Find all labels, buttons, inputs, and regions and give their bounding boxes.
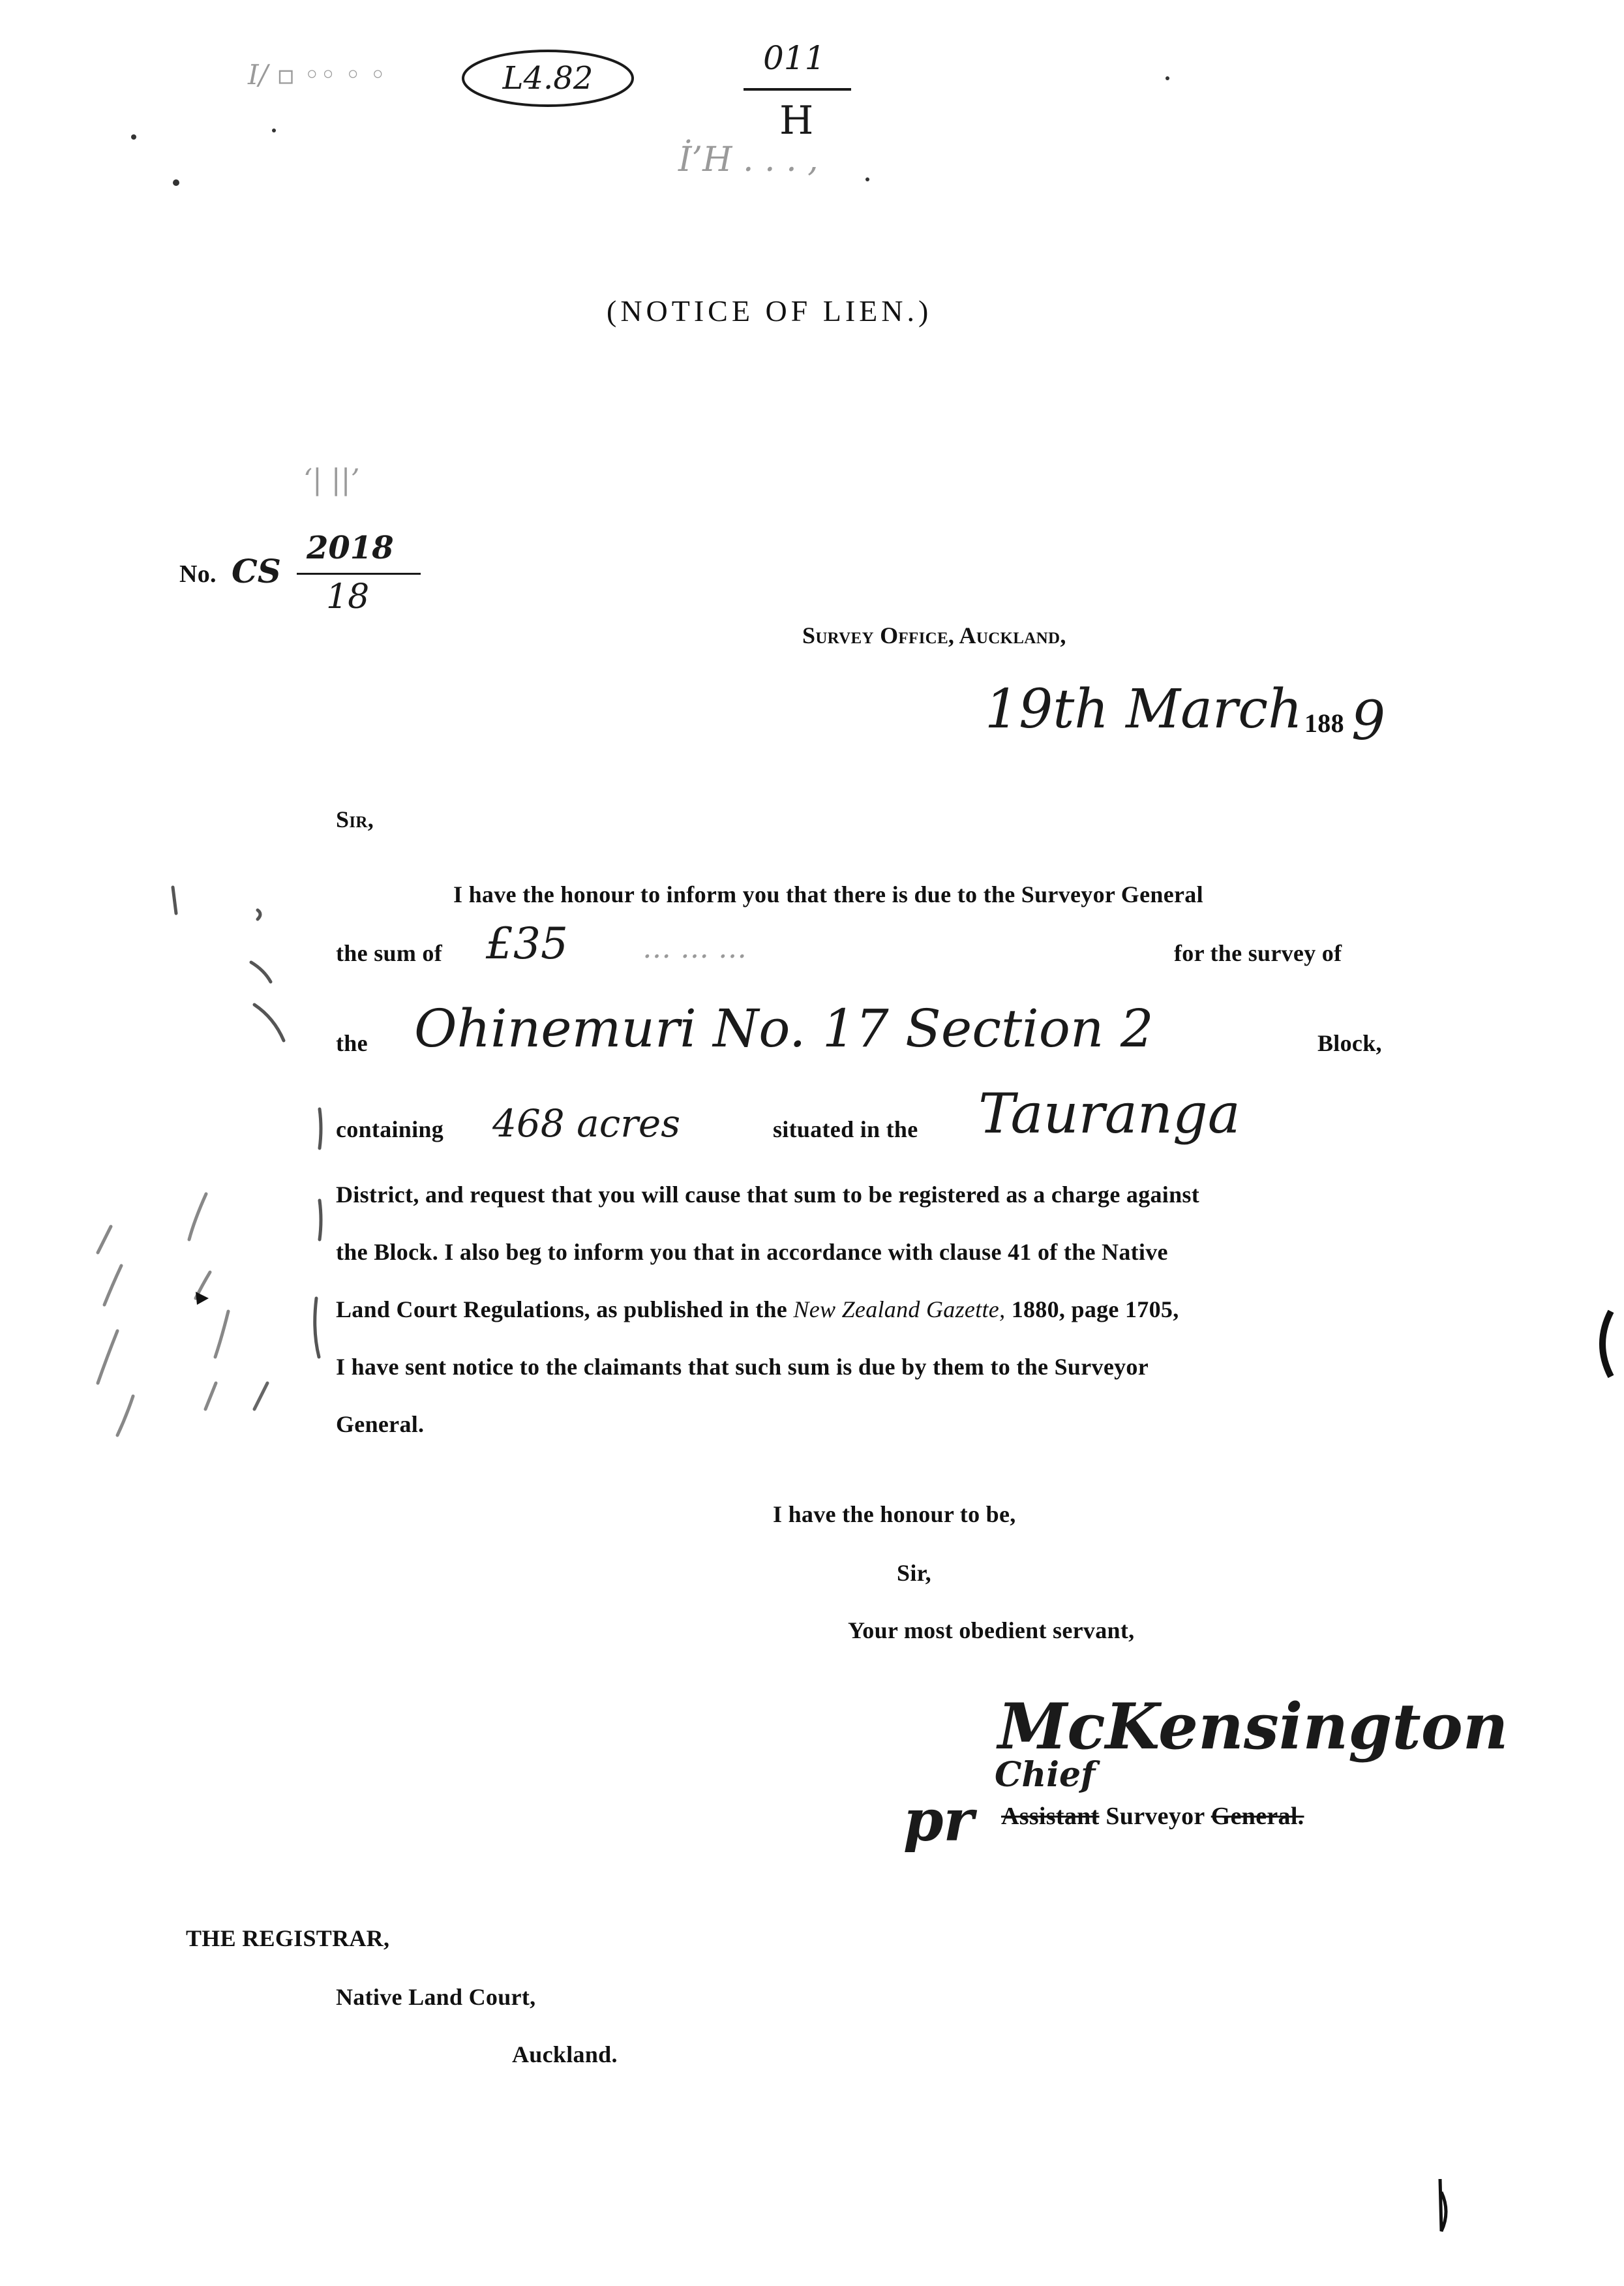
addressee-line-2: Native Land Court, [336, 1984, 536, 2010]
office-address: Survey Office, Auckland, [802, 622, 1066, 648]
closing-line-2: Sir, [897, 1560, 931, 1586]
surveyor-word: Surveyor [1105, 1803, 1205, 1830]
signature-title [1001, 1802, 1304, 1831]
circled-reference-text: L4.82 [502, 60, 594, 97]
acres-handwritten: 468 acres [492, 1101, 681, 1146]
mid-faint-annotation: ‘| ||’ [303, 463, 360, 496]
body-line-4-mid: situated in the [773, 1116, 918, 1142]
paper-specks [0, 0, 1624, 391]
number-denominator: 18 [326, 577, 370, 617]
addressee-line-1: THE REGISTRAR, [186, 1925, 390, 1951]
body-line-5: District, and request that you will cause that sum to be registered as a charge against [336, 1181, 1200, 1208]
year-printed: 188 [1304, 709, 1344, 738]
addressee-line-3: Auckland. [512, 2041, 618, 2067]
number-prefix: CS [232, 552, 281, 590]
right-edge-mark-lower [1435, 2172, 1454, 2238]
body-line-3-end: Block, [1317, 1030, 1382, 1056]
body-line-7-start: Land Court Regulations, as published in the [336, 1296, 788, 1322]
body-line-2-end: for the survey of [1174, 940, 1342, 966]
sum-handwritten: £35 [486, 919, 568, 969]
chief-handwritten: Chief [995, 1755, 1096, 1795]
assistant-struck: Assistant [1001, 1803, 1100, 1830]
sum-faint-annotation: … … … [642, 932, 747, 965]
date-handwritten: 19th March [985, 678, 1302, 740]
number-numerator: 2018 [307, 530, 394, 566]
closing-line-1: I have the honour to be, [773, 1501, 1016, 1527]
closing-line-3: Your most obedient servant, [848, 1617, 1135, 1643]
document-title: (NOTICE OF LIEN.) [607, 294, 933, 328]
body-line-6: the Block. I also beg to inform you that in accordance with clause 41 of the Native [336, 1239, 1168, 1265]
body-line-7-end: 1880, page 1705, [1011, 1296, 1179, 1322]
general-struck: General. [1210, 1803, 1304, 1830]
district-handwritten: Tauranga [978, 1082, 1241, 1146]
number-label: No. [179, 560, 217, 588]
right-edge-mark-upper [1591, 1305, 1617, 1383]
top-faint-annotation: Ӏ/ ▫ ◦◦ ◦ ◦ [248, 59, 386, 91]
year-handwritten: 9 [1351, 690, 1386, 752]
per-handwritten: pr [903, 1786, 974, 1854]
margin-scribbles [59, 848, 333, 1474]
body-line-7 [336, 1296, 1179, 1323]
second-faint-annotation: İ’Η . . . , [678, 140, 819, 179]
gazette-title: New Zealand Gazette, [793, 1296, 1006, 1322]
body-line-3-start: the [336, 1030, 368, 1056]
body-line-1: I have the honour to inform you that there is due to the Surveyor General [453, 881, 1203, 907]
body-line-9: General. [336, 1411, 425, 1437]
number-fraction-line [297, 573, 421, 575]
body-line-4-start: containing [336, 1116, 444, 1142]
body-line-2-start: the sum of [336, 940, 442, 966]
salutation: Sir, [336, 806, 374, 832]
body-line-8: I have sent notice to the claimants that such sum is due by them to the Surveyor [336, 1354, 1149, 1380]
top-number-annotation: 011 [763, 39, 826, 77]
signature: McKensington [998, 1690, 1509, 1763]
top-letter-annotation: H [779, 98, 814, 144]
block-name-handwritten: Ohinemuri No. 17 Section 2 [414, 998, 1154, 1059]
